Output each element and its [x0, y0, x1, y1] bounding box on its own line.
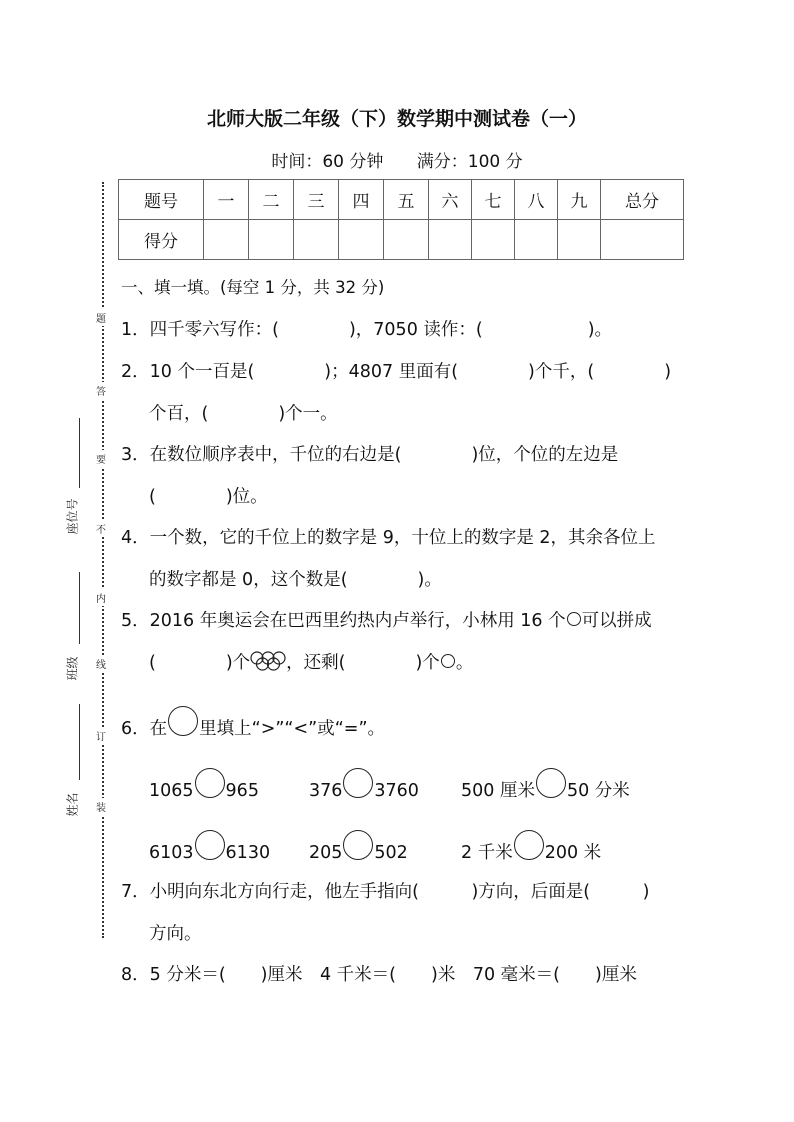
seat-number-label: 座位号 [65, 498, 80, 535]
question-1: 1．四千零六写作：( )，7050 读作：( )。 [121, 320, 613, 340]
score-input-cell[interactable] [204, 220, 249, 260]
score-table [118, 179, 684, 260]
comparison-left: 205 [309, 843, 343, 863]
comparison-right: 502 [374, 843, 408, 863]
score-input-cell[interactable] [249, 220, 294, 260]
score-input-cell[interactable] [339, 220, 384, 260]
question-6-instruction [121, 706, 385, 740]
binding-char: 装 [96, 798, 106, 815]
comparison-left: 6103 [149, 843, 194, 863]
comparison-right: 6130 [225, 843, 271, 863]
question-6-pre: 6．在 [121, 719, 168, 739]
binding-char: 线 [96, 655, 106, 672]
comparison-item [149, 768, 259, 801]
question-2-line-2: 个百，( )个一。 [149, 404, 338, 424]
score-input-cell[interactable] [429, 220, 472, 260]
score-input-cell[interactable] [294, 220, 339, 260]
answer-circle[interactable] [195, 768, 225, 798]
section-heading: 一、填一填。(每空 1 分，共 32 分) [121, 278, 385, 297]
question-7-line-2: 方向。 [149, 924, 202, 944]
answer-circle[interactable] [343, 768, 373, 798]
question-4-line-1: 4．一个数，它的千位上的数字是 9，十位上的数字是 2，其余各位上 [121, 528, 656, 548]
score-table-cell: 七 [472, 180, 515, 220]
name-blank[interactable] [79, 704, 80, 780]
question-2-line-1: 2．10 个一百是( )；4807 里面有( )个千，( ) [121, 362, 672, 382]
circle-icon [567, 612, 581, 626]
score-table-cell: 二 [249, 180, 294, 220]
comparison-item [461, 830, 601, 864]
class-label: 班级 [65, 656, 80, 681]
comparison-item [309, 768, 419, 801]
score-table-cell: 得分 [119, 220, 204, 260]
answer-circle[interactable] [514, 830, 544, 860]
comparison-right: 3760 [374, 781, 419, 801]
name-label: 姓名 [65, 792, 80, 817]
score-table-header-row [119, 180, 684, 220]
question-6-post: 里填上“>”“<”或“=”。 [199, 719, 386, 739]
exam-info [0, 147, 794, 172]
circle-icon [441, 654, 455, 668]
binding-char: 内 [96, 589, 106, 606]
comparison-item [309, 830, 408, 863]
comparison-left: 376 [309, 781, 343, 801]
score-table-cell: 九 [558, 180, 601, 220]
question-5-blank-text: ( )个 [149, 653, 251, 673]
question-5-period: 。 [455, 653, 474, 673]
full-score: 满分：100 分 [416, 152, 523, 172]
class-blank[interactable] [79, 572, 80, 644]
question-3-line-2: ( )位。 [149, 487, 268, 507]
score-table-cell: 一 [204, 180, 249, 220]
score-table-cell: 三 [294, 180, 339, 220]
answer-circle[interactable] [343, 830, 373, 860]
score-table-cell: 四 [339, 180, 384, 220]
comparison-right: 200 米 [544, 843, 602, 863]
answer-circle[interactable] [536, 768, 566, 798]
question-5-text: 5．2016 年奥运会在巴西里约热内卢举行，小林用 16 个 [121, 611, 566, 631]
score-table-cell: 题号 [119, 180, 204, 220]
question-5-text-end: 可以拼成 [581, 611, 652, 631]
page-title: 北师大版二年级（下）数学期中测试卷（一） [206, 108, 587, 130]
score-table-cell: 总分 [601, 180, 684, 220]
question-5-line-1 [121, 607, 652, 632]
answer-circle[interactable] [195, 830, 225, 860]
score-input-cell[interactable] [558, 220, 601, 260]
question-4-line-2: 的数字都是 0，这个数是( )。 [149, 570, 442, 590]
comparison-item [149, 830, 270, 863]
seat-number-blank[interactable] [79, 418, 80, 488]
time-limit: 时间：60 分钟 [271, 152, 384, 172]
binding-char: 要 [96, 450, 106, 467]
comparison-left: 2 千米 [461, 843, 513, 863]
comparison-left: 1065 [149, 781, 194, 801]
score-input-cell[interactable] [601, 220, 684, 260]
score-table-cell: 六 [429, 180, 472, 220]
score-table-cell: 五 [384, 180, 429, 220]
score-input-cell[interactable] [384, 220, 429, 260]
question-3-line-1: 3．在数位顺序表中，千位的右边是( )位，个位的左边是 [121, 445, 619, 465]
question-7-line-1: 7．小明向东北方向行走，他左手指向( )方向，后面是( ) [121, 882, 650, 902]
comparison-left: 500 厘米 [461, 781, 535, 801]
binding-char: 答 [96, 382, 106, 399]
binding-char: 题 [96, 309, 106, 326]
answer-circle-icon [168, 706, 198, 736]
score-table-cell: 八 [515, 180, 558, 220]
score-input-cell[interactable] [472, 220, 515, 260]
comparison-right: 50 分米 [566, 781, 630, 801]
score-input-cell[interactable] [515, 220, 558, 260]
binding-char: 不 [96, 520, 106, 537]
binding-char: 订 [96, 727, 106, 744]
question-5-line-2 [149, 649, 473, 677]
question-8: 8．5 分米＝( )厘米 4 千米＝( )米 70 毫米＝( )厘米 [121, 965, 637, 985]
binding-dotted-line [102, 182, 104, 938]
olympic-rings-icon [250, 650, 286, 677]
score-table-score-row [119, 220, 684, 260]
comparison-right: 965 [225, 781, 259, 801]
comparison-item [461, 768, 630, 802]
question-5-remaining-text: ，还剩( )个 [286, 653, 440, 673]
